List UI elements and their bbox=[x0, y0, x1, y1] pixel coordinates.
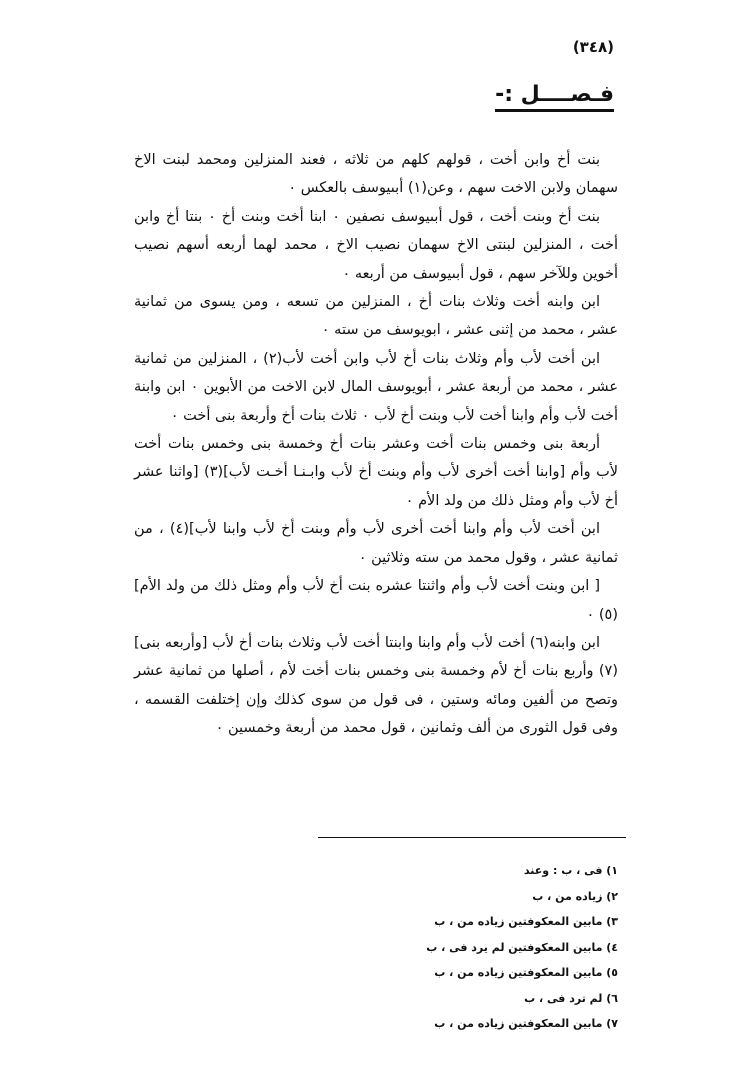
paragraph: ابن وابنه أخت وثلاث بنات أخ ، المنزلين من تسعه ، ومن يسوى من ثمانية عشر ، محمد من إثنى عشر ، ابويوسف من سته ٠ bbox=[134, 294, 618, 339]
paragraph: بنت أخ وابن أخت ، قولهم كلهم من ثلاثه ، فعند المنزلين ومحمد لبنت الاخ سهمان ولابن الاخت سهم ، وعن(١) أبىيوسف بالعكس ٠ bbox=[134, 152, 618, 197]
paragraph: [ ابن وبنت أخت لأب وأم واثنتا عشره بنت أخ لأب وأم ومثل ذلك من ولد الأم](٥) ٠ bbox=[134, 578, 618, 623]
footnotes-list bbox=[318, 858, 618, 1037]
footnote: ٥) مابين المعكوفتين زياده من ، ب bbox=[434, 966, 618, 979]
paragraph: ابن أخت لأب وأم وثلاث بنات أخ لأب وابن أخت لأب(٢) ، المنزلين من ثمانية عشر ، محمد من أربعة عشر ، أبويوسف المال لابن الاخت من الأبوين ٠ ابن وابنة أخت لأب وأم وابنا أخت لأب وبنت أخ لأب ٠ ثلاث بنات أخ وأربعة بنى أخت ٠ bbox=[134, 350, 618, 424]
section-heading: فـصــــل :- bbox=[495, 82, 614, 112]
paragraph: أربعة بنى وخمس بنات أخت وعشر بنات أخ وخمسة بنى وخمس بنات أخت لأب وأم [وابنا أخت أخرى لأب وأم وبنت أخ لأب وابـنـا أخـت لأب](٣) [واثنا عشر أخ لأب وأم ومثل ذلك من ولد الأم ٠ bbox=[134, 436, 618, 509]
body-text bbox=[134, 146, 618, 743]
paragraph: ابن أخت لأب وأم وابنا أخت أخرى لأب وأم وبنت أخ لأب وابنا لأب](٤) ، من ثمانية عشر ، وقول محمد من سته وثلاثين ٠ bbox=[134, 521, 618, 566]
page-number: (٣٤٨) bbox=[572, 38, 614, 56]
footnote: ٤) مابين المعكوفتين لم يرد فى ، ب bbox=[426, 940, 618, 954]
footnote: ١) فى ، ب : وعند bbox=[523, 864, 618, 877]
paragraph: ابن وابنه(٦) أخت لأب وأم وابنا وابنتا أخت لأب وثلاث بنات أخ لأب [وأربعه بنى](٧) وأربع بنات أخ لأم وخمسة بنى وخمس بنات أخت لأم ، أصلها من ثمانية عشر وتصح من ألفين ومائه وستين ، فى قول من سوى كذلك وإن إختلفت القسمه ، وفى قول الثورى من ألف وثمانين ، قول محمد من أربعة وخمسين ٠ bbox=[134, 634, 618, 737]
footnote: ٧) مابين المعكوفتين زياده من ، ب bbox=[434, 1017, 618, 1030]
paragraph: بنت أخ وبنت أخت ، قول أبىيوسف نصفين ٠ ابنا أخت وبنت أخ ٠ بنتا أخ وابن أخت ، المنزلين لبنتى الاخ سهمان نصيب الاخ ، محمد لهما أربعه أسهم نصيب أخوين وللآخر سهم ، قول أبىيوسف من أربعه ٠ bbox=[134, 208, 618, 282]
footnote-divider bbox=[318, 837, 626, 838]
footnote: ٦) لم ترد فى ، ب bbox=[524, 991, 618, 1005]
footnote: ٣) مابين المعكوفتين زياده من ، ب bbox=[434, 915, 618, 928]
footnote: ٢) زياده من ، ب bbox=[532, 889, 618, 903]
